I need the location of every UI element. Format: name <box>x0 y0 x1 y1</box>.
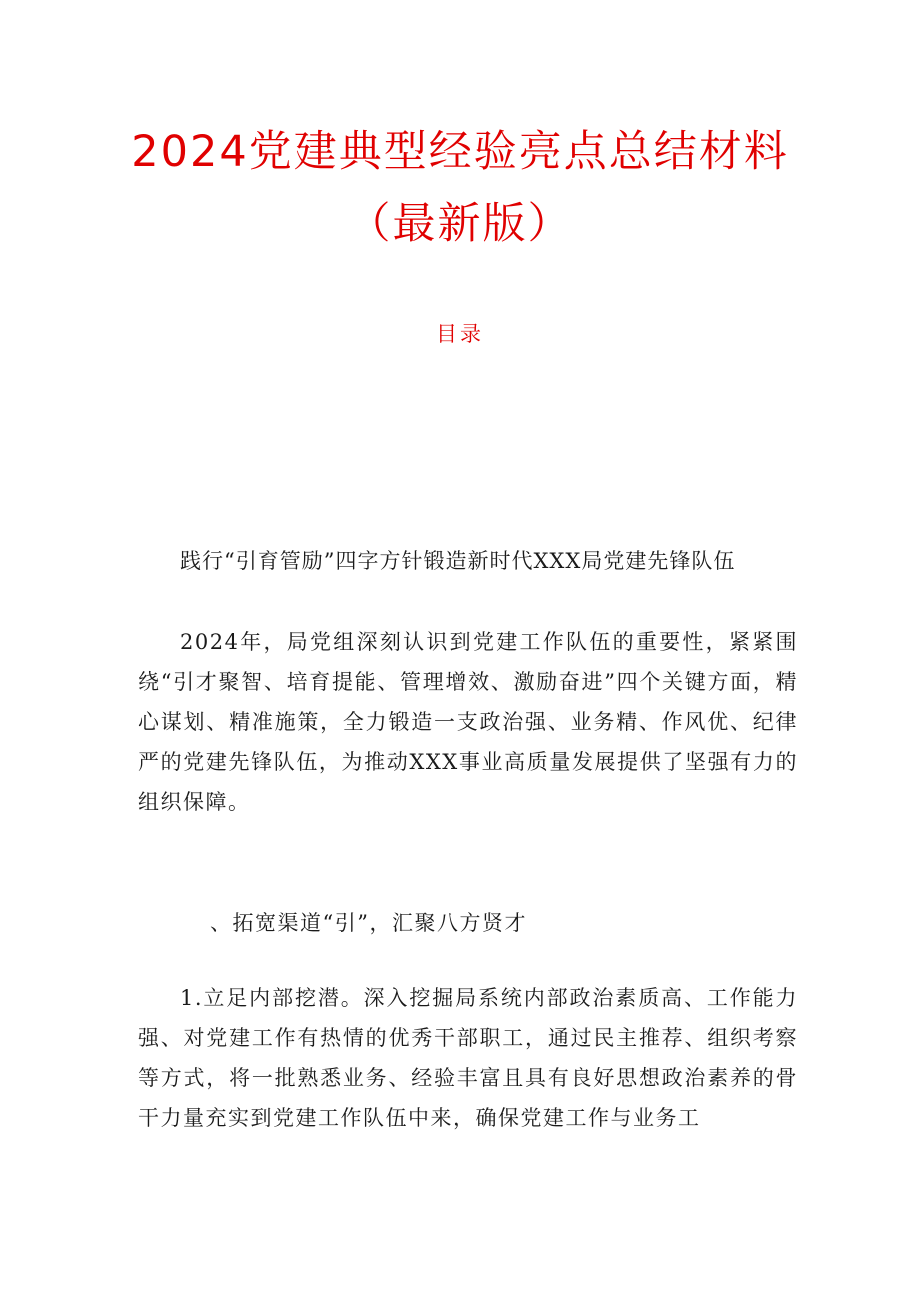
body-paragraph: 1.立足内部挖潜。深入挖掘局系统内部政治素质高、工作能力强、对党建工作有热情的优秀干部职工，通过民主推荐、组织考察等方式，将一批熟悉业务、经验丰富且具有良好思想政治素养的骨干力量充实到党建工作队伍中来，确保党建工作与业务工 <box>138 986 798 1130</box>
section-subheading: 、拓宽渠道“引”，汇聚八方贤才 <box>210 911 527 935</box>
toc-label: 目录 <box>436 322 484 346</box>
intro-paragraph: 2024年，局党组深刻认识到党建工作队伍的重要性，紧紧围绕“引才聚智、培育提能、管理增效、激励奋进”四个关键方面，精心谋划、精准施策，全力锻造一支政治强、业务精、作风优、纪律严的党建先锋队伍，为推动XXX事业高质量发展提供了坚强有力的组织保障。 <box>138 630 798 814</box>
document-subtitle: （最新版） <box>347 199 573 249</box>
document-title: 2024党建典型经验亮点总结材料 <box>131 127 789 177</box>
section-title: 践行“引育管励”四字方针锻造新时代XXX局党建先锋队伍 <box>180 549 736 573</box>
